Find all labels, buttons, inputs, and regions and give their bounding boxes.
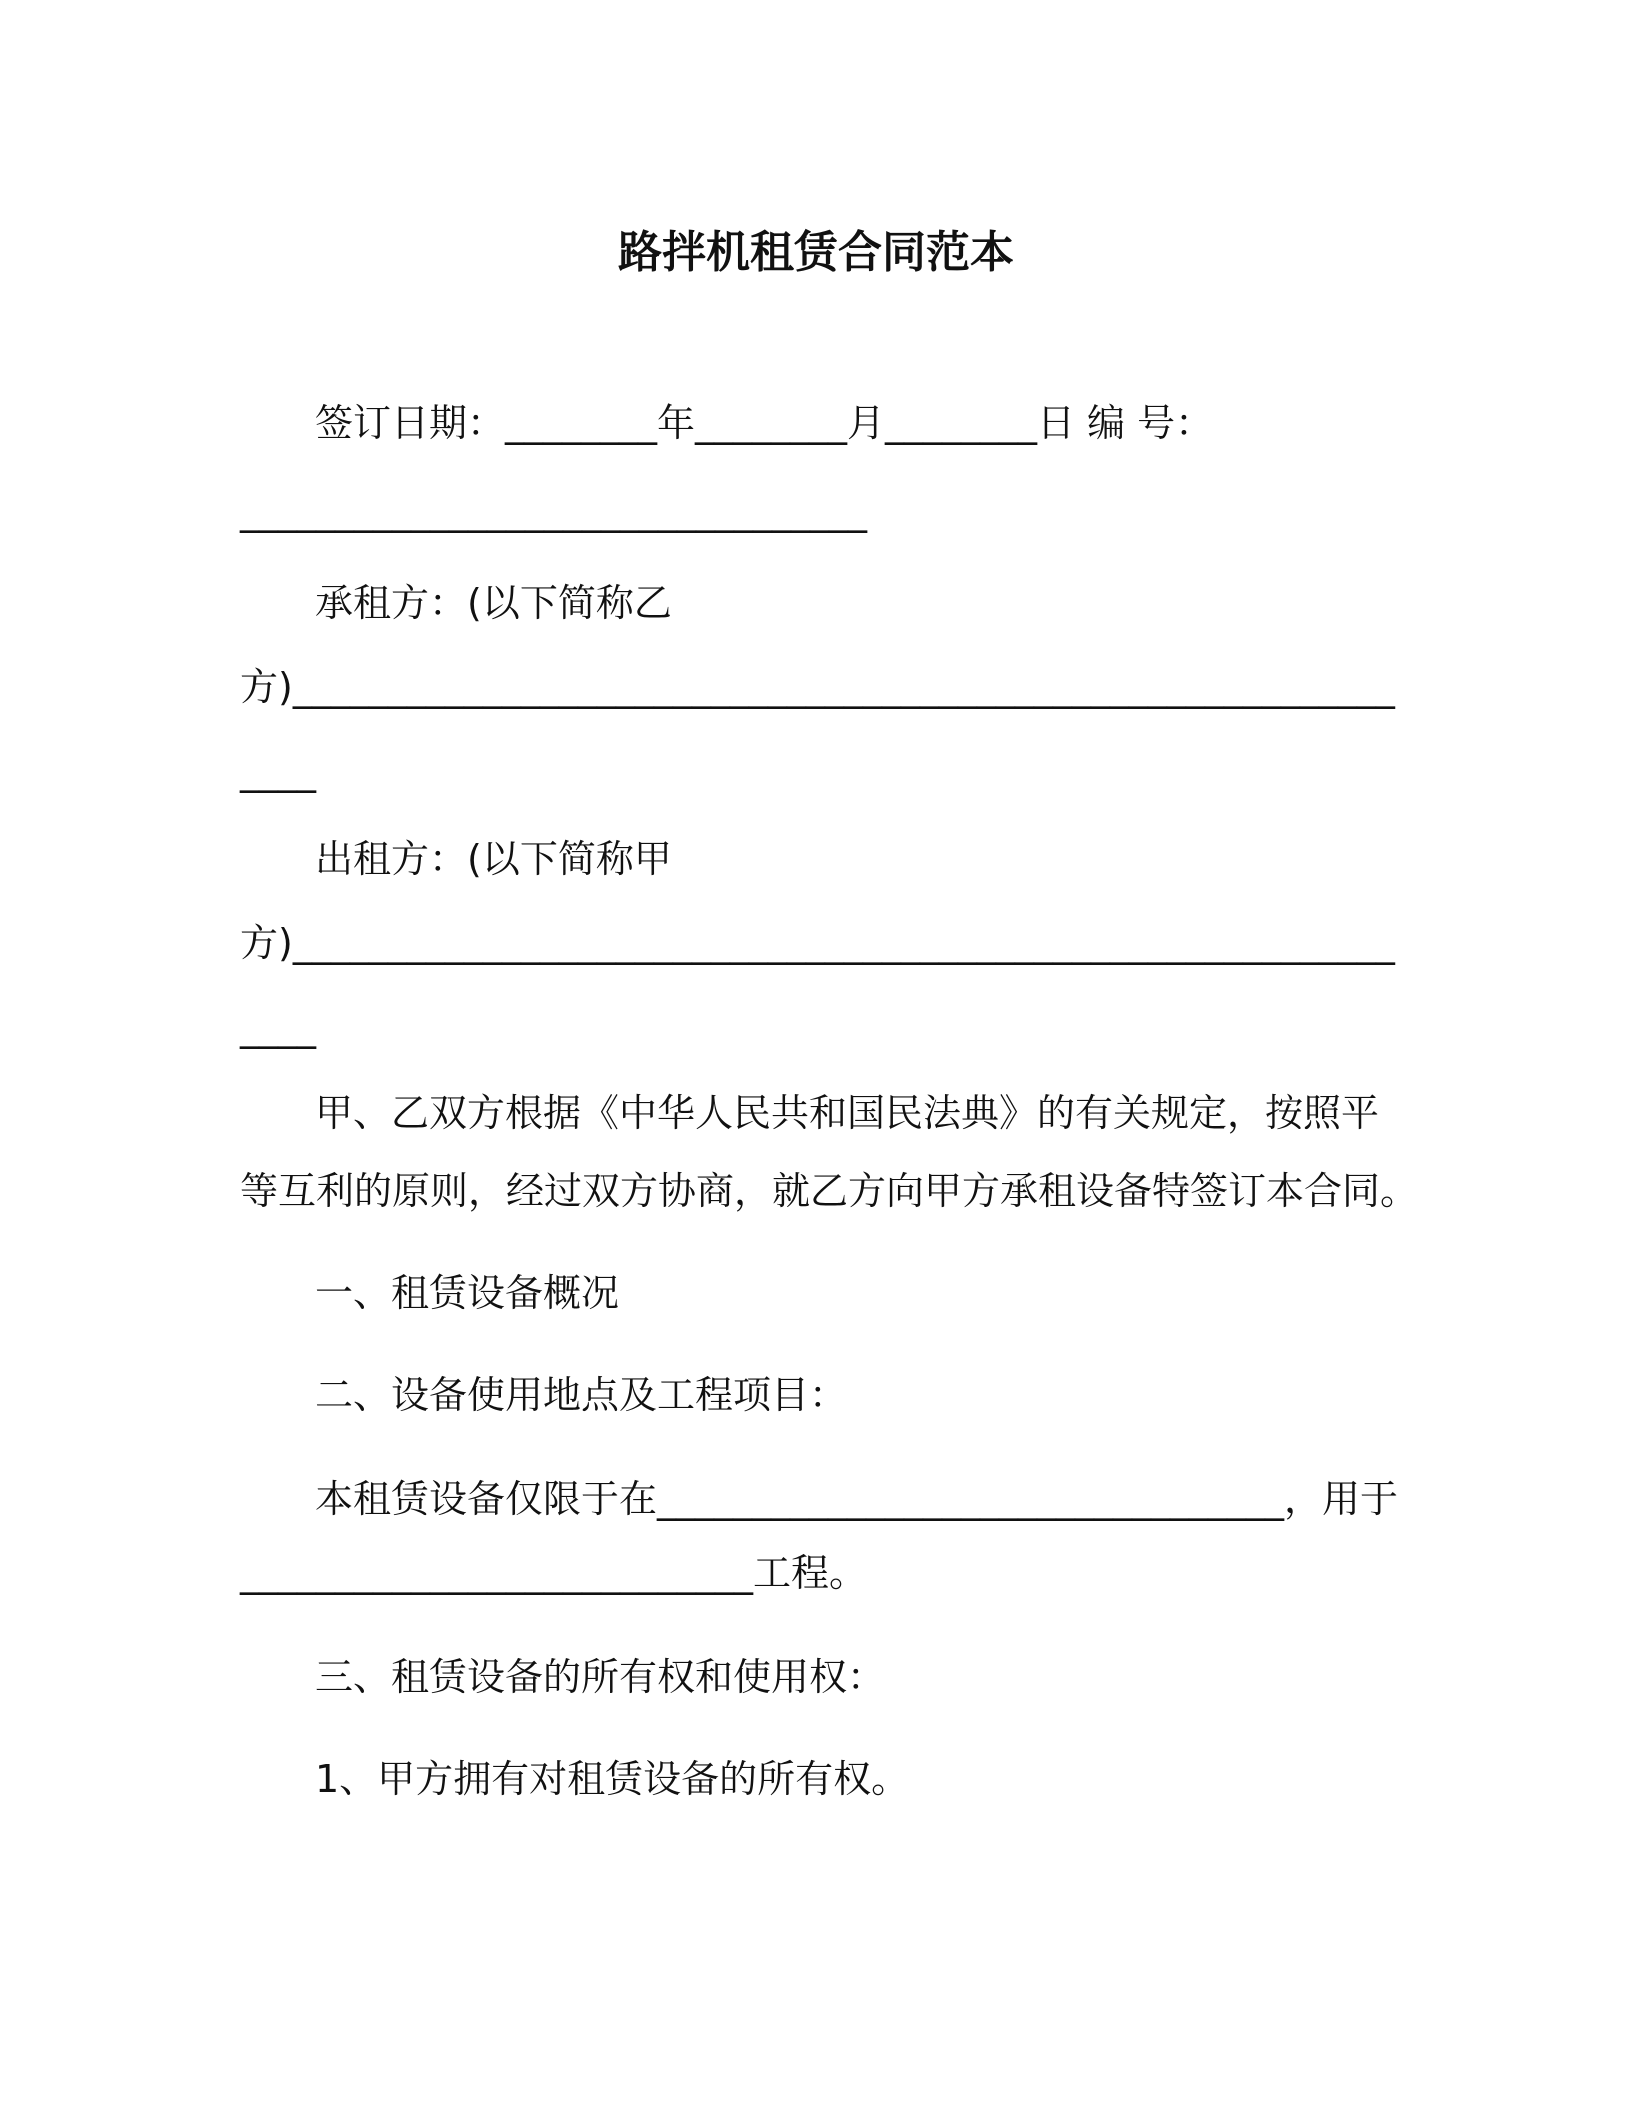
section-1-heading: 一、租赁设备概况 — [315, 1271, 620, 1315]
preamble-line-1: 甲、乙双方根据《中华人民共和国民法典》的有关规定，按照平 — [315, 1091, 1380, 1135]
lessor-label: 出租方：(以下简称甲 — [315, 837, 672, 881]
lessor-blank-continued: ____ — [240, 1005, 316, 1049]
lessee-label: 承租方：(以下简称乙 — [315, 581, 672, 625]
usage-location-line-2: ___________________________工程。 — [240, 1551, 868, 1595]
section-3-heading: 三、租赁设备的所有权和使用权： — [315, 1655, 886, 1699]
preamble-line-2: 等互利的原则，经过双方协商，就乙方向甲方承租设备特签订本合同。 — [240, 1169, 1419, 1213]
lessee-blank-continued: ____ — [240, 749, 316, 793]
lessee-blank: 方)__________________________________________________________ — [240, 665, 1395, 709]
clause-3-1: 1、甲方拥有对租赁设备的所有权。 — [315, 1757, 910, 1801]
section-2-heading: 二、设备使用地点及工程项目： — [315, 1373, 848, 1417]
usage-location-line-1: 本租赁设备仅限于在_________________________________，用于 — [315, 1477, 1399, 1521]
lessor-blank: 方)__________________________________________________________ — [240, 921, 1395, 965]
document-title: 路拌机租赁合同范本 — [618, 227, 1014, 278]
contract-number-blank: _________________________________ — [240, 489, 867, 533]
signing-date-line: 签订日期：________年________月________日 编 号： — [315, 401, 1214, 445]
